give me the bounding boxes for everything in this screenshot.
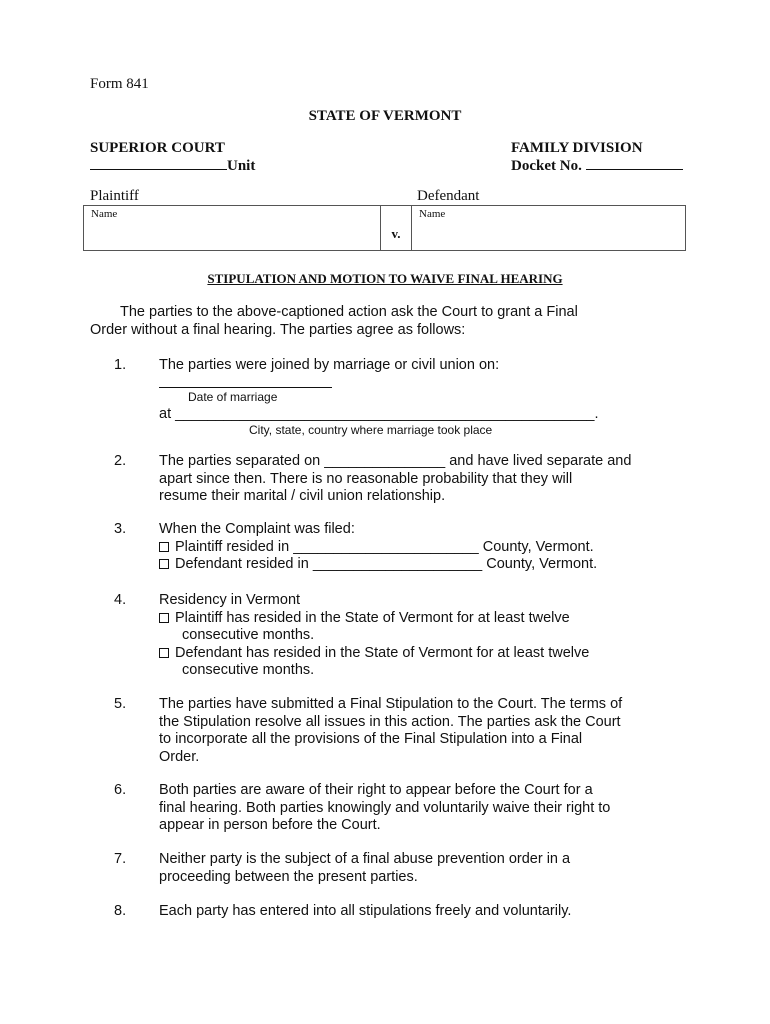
item-number: 3. [114, 521, 127, 537]
state-heading: STATE OF VERMONT [308, 108, 462, 124]
checkbox-option[interactable] [159, 539, 689, 557]
place-caption: City, state, country where marriage took place [249, 423, 493, 437]
item-line: proceeding between the present parties. [159, 868, 418, 885]
docket-blank[interactable] [586, 157, 683, 170]
item-body [159, 453, 689, 506]
item-body [159, 851, 689, 886]
caption-box [83, 205, 686, 251]
item-number: 1. [114, 357, 127, 373]
option-text: Plaintiff resided in _______________________ County, Vermont. [175, 538, 594, 555]
defendant-label: Defendant [417, 188, 480, 204]
plaintiff-name-cell[interactable] [84, 206, 381, 250]
document-title: STIPULATION AND MOTION TO WAIVE FINAL HEARING [207, 271, 563, 286]
intro-paragraph [90, 304, 690, 339]
item-line: resume their marital / civil union relationship. [159, 488, 446, 504]
item-number: 6. [114, 782, 127, 798]
plaintiff-name-label: Name [91, 208, 118, 220]
intro-line: Order without a final hearing. The parties agree as follows: [90, 321, 466, 338]
unit-blank[interactable] [90, 157, 227, 170]
item-text: The parties were joined by marriage or civil union on: [159, 357, 500, 373]
item-line: to incorporate all the provisions of the Final Stipulation into a Final [159, 731, 583, 747]
item-body [159, 357, 689, 437]
division-name: FAMILY DIVISION [511, 140, 643, 156]
item-number: 5. [114, 696, 127, 712]
item-body [159, 521, 689, 574]
item-body [159, 592, 689, 680]
date-blank[interactable] [159, 375, 332, 388]
date-caption: Date of marriage [188, 389, 278, 404]
item-number: 2. [114, 453, 127, 469]
item-text: When the Complaint was filed: [159, 521, 355, 537]
plaintiff-label: Plaintiff [90, 188, 139, 204]
checkbox-option[interactable] [159, 645, 689, 663]
item-line: apart since then. There is no reasonable probability that they will [159, 470, 573, 487]
versus-label: v. [391, 226, 401, 241]
item-line: The parties have submitted a Final Stipulation to the Court. The terms of [159, 696, 623, 712]
item-number: 4. [114, 592, 127, 608]
checkbox-icon[interactable] [159, 542, 169, 552]
item-line: appear in person before the Court. [159, 817, 381, 833]
option-text: Plaintiff has resided in the State of Vermont for at least twelve [175, 609, 570, 626]
item-line: The parties separated on _______________ and have lived separate and [159, 453, 632, 469]
option-text: Defendant has resided in the State of Vermont for at least twelve [175, 644, 590, 661]
versus-cell [381, 206, 412, 250]
checkbox-option[interactable] [159, 610, 689, 628]
item-body [159, 903, 689, 921]
item-body [159, 696, 689, 766]
option-text: Defendant resided in _____________________ County, Vermont. [175, 556, 598, 572]
checkbox-icon[interactable] [159, 613, 169, 623]
item-line: Neither party is the subject of a final abuse prevention order in a [159, 851, 571, 867]
item-line: the Stipulation resolve all issues in this action. The parties ask the Court [159, 713, 621, 730]
item-text: Residency in Vermont [159, 592, 301, 608]
checkbox-option[interactable] [159, 556, 689, 574]
item-number: 8. [114, 903, 127, 919]
option-text-continued: consecutive months. [182, 627, 315, 643]
item-line: Each party has entered into all stipulations freely and voluntarily. [159, 903, 572, 919]
item-body [159, 782, 689, 835]
intro-line: The parties to the above-captioned action ask the Court to grant a Final [120, 304, 578, 320]
defendant-name-cell[interactable] [412, 206, 685, 250]
place-line[interactable]: at ____________________________________________________. [159, 405, 599, 422]
item-line: Order. [159, 748, 200, 765]
court-name: SUPERIOR COURT [90, 140, 225, 156]
item-number: 7. [114, 851, 127, 867]
division-block [511, 140, 683, 175]
docket-line [511, 157, 683, 175]
unit-line [90, 157, 255, 175]
form-number: Form 841 [90, 76, 149, 92]
checkbox-icon[interactable] [159, 559, 169, 569]
docket-label: Docket No. [511, 158, 582, 174]
defendant-name-label: Name [419, 208, 446, 220]
option-text-continued: consecutive months. [182, 662, 315, 678]
court-block [90, 140, 255, 175]
checkbox-icon[interactable] [159, 648, 169, 658]
item-line: Both parties are aware of their right to appear before the Court for a [159, 782, 593, 798]
unit-label: Unit [227, 158, 256, 174]
item-line: final hearing. Both parties knowingly and voluntarily waive their right to [159, 799, 611, 816]
